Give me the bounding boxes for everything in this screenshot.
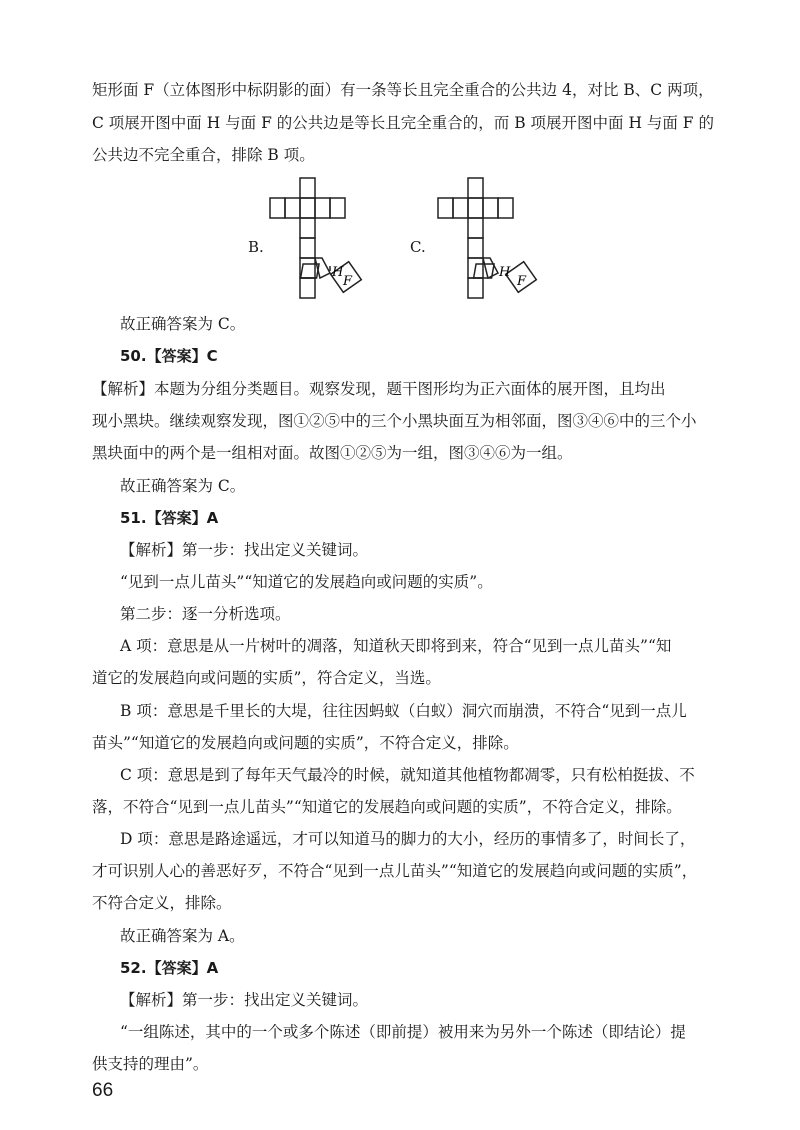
face-h-label: H [332,265,344,280]
face-h-label: H [499,265,511,280]
net-face [498,198,513,218]
net-face [300,178,315,198]
answer-line: 故正确答案为 C。 [120,315,246,333]
text-line: B 项：意思是千里长的大堤，往往因蚂蚁（白蚁）洞穴而崩溃，不符合“见到一点儿 [120,702,687,720]
text-line: “一组陈述，其中的一个或多个陈述（即前提）被用来为另外一个陈述（即结论）提 [120,1023,686,1041]
text-line: 才可识别人心的善恶好歹，不符合“见到一点儿苗头”“知道它的发展趋向或问题的实质”， [92,862,698,880]
net-face [270,198,285,218]
face-f-label: F [343,274,353,289]
net-face [438,198,453,218]
text-line: 黑块面中的两个是一组相对面。故图①②⑤为一组，图③④⑥为一组。 [92,444,573,462]
net-figures [240,168,580,308]
answer-line: 故正确答案为 C。 [120,477,246,495]
text-line: 现小黑块。继续观察发现，图①②⑤中的三个小黑块面互为相邻面，图③④⑥中的三个小 [92,412,697,430]
text-line: 道它的发展趋向或问题的实质”，符合定义，当选。 [92,669,441,687]
text-line: D 项：意思是路途遥远，才可以知道马的脚力的大小，经历的事情多了，时间长了， [120,830,696,848]
figure-label-c: C. [410,238,426,256]
face-f-label: F [517,274,527,289]
net-face [483,258,498,278]
text-line: 【解析】本题为分组分类题目。观察发现，题干图形均为正六面体的展开图，且均出 [92,380,666,398]
net-face [285,198,300,218]
text-line: “见到一点儿苗头”“知道它的发展趋向或问题的实质”。 [120,573,493,591]
text-line: 【解析】第一步：找出定义关键词。 [120,541,369,559]
net-face [300,278,315,298]
text-line: 不符合定义，排除。 [92,894,232,912]
net-face [468,198,483,218]
text-line: 公共边不完全重合，排除 B 项。 [92,146,315,164]
question-answer-heading: 50.【答案】C [120,347,218,365]
net-face [330,198,345,218]
text-line: 苗头”“知道它的发展趋向或问题的实质”，不符合定义，排除。 [92,734,519,752]
text-line: 供支持的理由”。 [92,1055,209,1073]
text-line: C 项展开图中面 H 与面 F 的公共边是等长且完全重合的，而 B 项展开图中面 H 与面 F 的 [92,114,714,132]
text-line: 【解析】第一步：找出定义关键词。 [120,991,369,1009]
answer-line: 故正确答案为 A。 [120,927,245,945]
net-face [300,238,315,258]
net-face [300,218,315,238]
text-line: 矩形面 F（立体图形中标阴影的面）有一条等长且完全重合的公共边 4，对比 B、C 两项， [92,81,714,99]
figure-label-b: B. [248,238,264,256]
net-face [468,218,483,238]
net-face [453,198,468,218]
text-line: A 项：意思是从一片树叶的凋落，知道秋天即将到来，符合“见到一点儿苗头”“知 [120,637,672,655]
text-line: 第二步：逐一分析选项。 [120,605,291,623]
cube-nets-diagram [240,168,580,308]
net-face [468,278,483,298]
question-answer-heading: 51.【答案】A [120,509,219,527]
net-face [300,198,315,218]
page-number: 66 [92,1080,114,1101]
net-face [483,198,498,218]
net-face [468,178,483,198]
net-face [468,238,483,258]
net-face [315,198,330,218]
text-line: 落，不符合“见到一点儿苗头”“知道它的发展趋向或问题的实质”，不符合定义，排除。 [92,798,682,816]
question-answer-heading: 52.【答案】A [120,959,219,977]
text-line: C 项：意思是到了每年天气最冷的时候，就知道其他植物都凋零，只有松柏挺拔、不 [120,766,695,784]
